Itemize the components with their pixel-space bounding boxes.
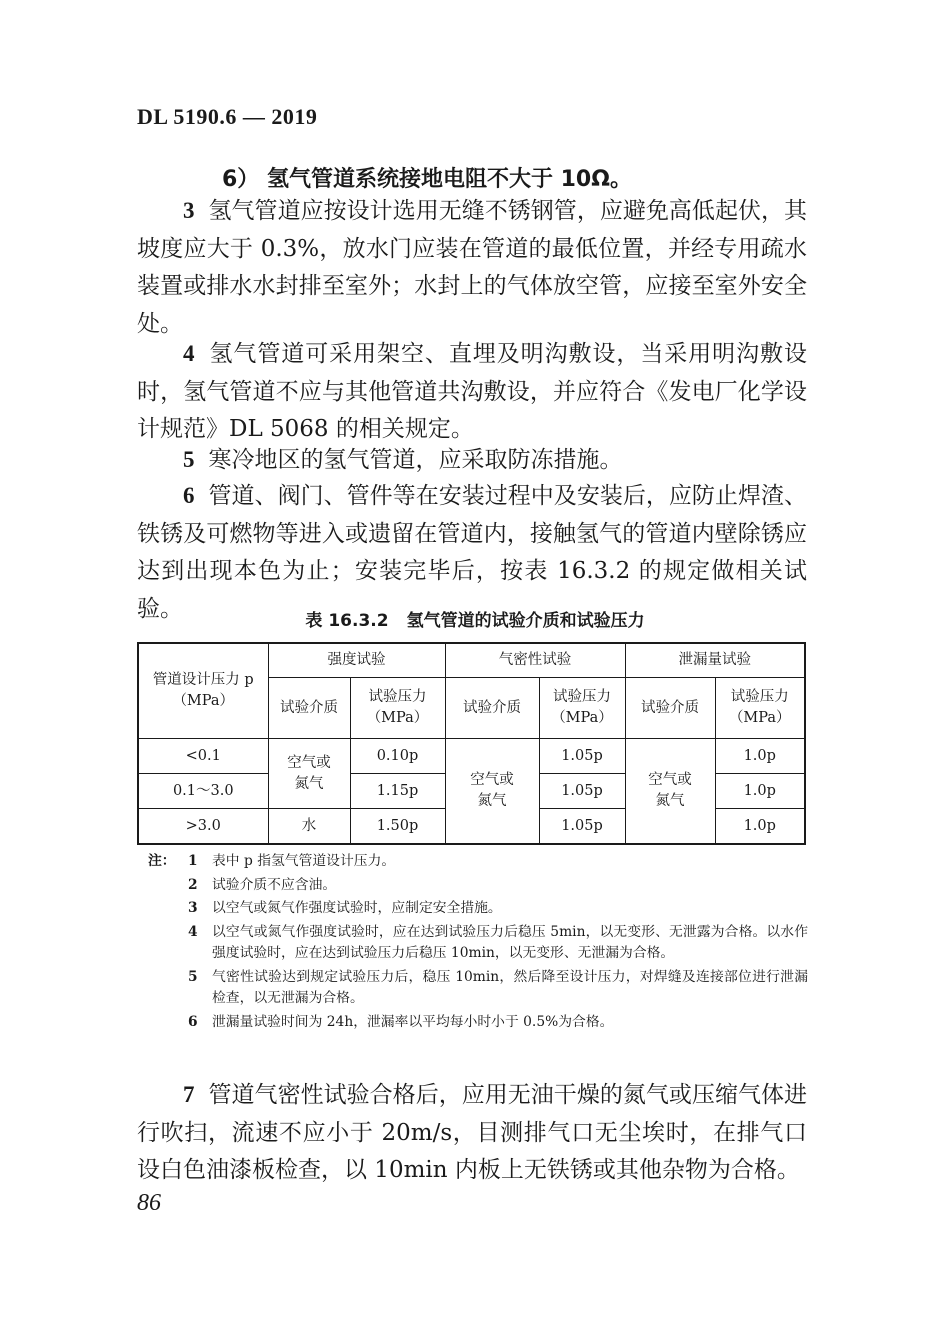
table-row [138,739,805,774]
paragraph-5 [137,441,807,480]
strength-medium-cell: 水 [268,809,350,845]
strength-pressure-cell: 1.50p [350,809,445,845]
strength-pressure-cell: 0.10p [350,739,445,774]
paragraph-number: 6 [183,483,195,508]
tightness-pressure-cell: 1.05p [539,739,625,774]
strength-test-header: 强度试验 [268,643,445,678]
tightness-medium-header: 试验介质 [445,678,539,739]
paragraph-text: 氢气管道可采用架空、直埋及明沟敷设，当采用明沟敷设时，氢气管道不应与其他管道共沟敷设，并应符合《发电厂化学设计规范》DL 5068 的相关规定。 [137,341,807,442]
leakage-medium-cell: 空气或 氮气 [625,739,715,845]
note-item: 注： 1 表中 p 指氢气管道设计压力。 [148,851,808,873]
note-item: 3 以空气或氮气作强度试验时，应制定安全措施。 [188,900,502,916]
note-item: 5 气密性试验达到规定试验压力后，稳压 10min，然后降至设计压力，对焊缝及连接部位进行泄漏检查，以无泄漏为合格。 [188,968,808,1006]
leakage-pressure-cell: 1.0p [715,774,805,809]
leakage-medium-header: 试验介质 [625,678,715,739]
paragraph-text: 管道气密性试验合格后，应用无油干燥的氮气或压缩气体进行吹扫，流速不应小于 20m/s，目测排气口无尘埃时，在排气口设白色油漆板检查，以 10min 内板上无铁锈或其他杂物为合格。 [137,1082,807,1183]
standard-code: DL 5190.6 — 2019 [137,104,318,129]
tightness-pressure-header: 试验压力 （MPa） [539,678,625,739]
table-header-row [138,643,805,678]
tightness-medium-cell: 空气或 氮气 [445,739,539,845]
paragraph-number: 4 [183,341,195,366]
notes-label: 注： [148,853,176,869]
design-pressure-cell: 0.1～3.0 [138,774,268,809]
note-item: 6 泄漏量试验时间为 24h，泄漏率以平均每小时小于 0.5%为合格。 [188,1013,614,1030]
paragraph-text: 管道、阀门、管件等在安装过程中及安装后，应防止焊渣、铁锈及可燃物等进入或遗留在管道内，接触氢气的管道内壁除锈应达到出现本色为止；安装完毕后，按表 16.3.2 的规定做相关试验。 [137,483,807,622]
table-caption-number: 表 16.3.2 [305,611,389,631]
tightness-pressure-cell: 1.05p [539,774,625,809]
leakage-test-header: 泄漏量试验 [625,643,805,678]
tightness-test-header: 气密性试验 [445,643,625,678]
leakage-pressure-cell: 1.0p [715,739,805,774]
paragraph-7 [137,1076,807,1190]
design-pressure-header: 管道设计压力 p （MPa） [138,643,268,739]
table-notes [148,851,808,1035]
paragraph-text: 寒冷地区的氢气管道，应采取防冻措施。 [208,447,623,473]
note-item: 2 试验介质不应含油。 [188,876,337,893]
paragraph-number: 5 [183,447,195,472]
leakage-pressure-cell: 1.0p [715,809,805,845]
design-pressure-cell: >3.0 [138,809,268,845]
leakage-pressure-header: 试验压力 （MPa） [715,678,805,739]
strength-pressure-header: 试验压力 （MPa） [350,678,445,739]
page-number: 86 [137,1190,161,1216]
table-caption [0,606,950,631]
note-item: 4 以空气或氮气作强度试验时，应在达到试验压力后稳压 5min，以无变形、无泄露为合格。以水作强度试验时，应在达到试验压力后稳压 10min，以无变形、无泄漏为合格。 [188,923,808,961]
design-pressure-cell: <0.1 [138,739,268,774]
paragraph-number: 3 [183,198,195,223]
strength-pressure-cell: 1.15p [350,774,445,809]
strength-medium-header: 试验介质 [268,678,350,739]
tightness-pressure-cell: 1.05p [539,809,625,845]
paragraph-4 [137,335,807,449]
paragraph-3 [137,192,807,343]
test-pressure-table [137,642,806,845]
table-caption-title: 氢气管道的试验介质和试验压力 [406,611,645,631]
strength-medium-cell: 空气或 氮气 [268,739,350,809]
paragraph-number: 7 [183,1082,195,1107]
paragraph-text: 氢气管道应按设计选用无缝不锈钢管，应避免高低起伏，其坡度应大于 0.3%，放水门应装在管道的最低位置，并经专用疏水装置或排水水封排至室外；水封上的气体放空管，应接至室外安全处。 [137,198,807,337]
item-6-6: 6） 氢气管道系统接地电阻不大于 10Ω。 [222,167,632,192]
